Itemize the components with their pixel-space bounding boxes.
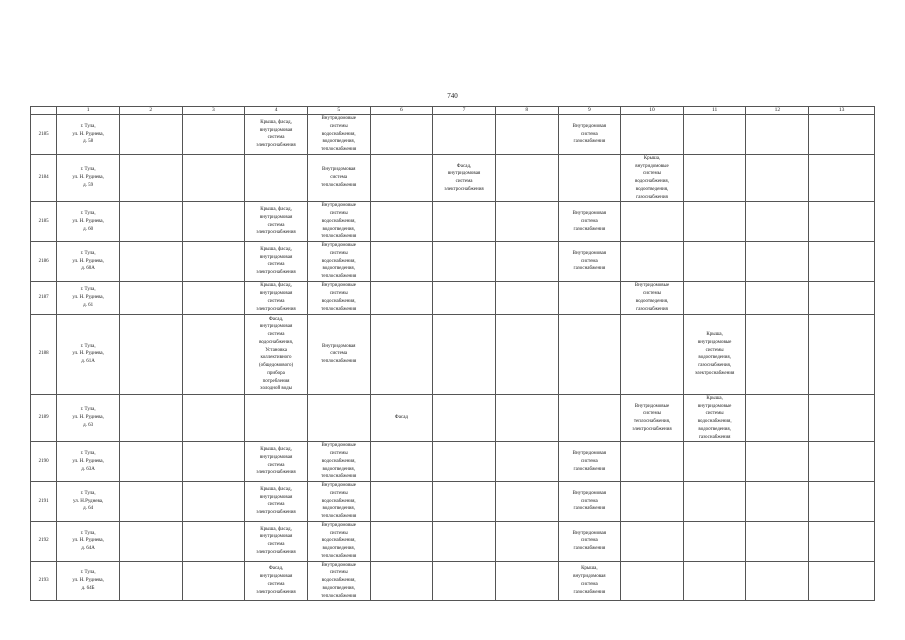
work-type-cell: Фасад (370, 394, 433, 442)
work-type-cell (119, 242, 182, 282)
work-type-cell: Крыша, внутридомовые системы водоснабжения, водоотведения, газоснабжения (621, 154, 684, 202)
work-type-cell (433, 115, 496, 155)
work-type-cell (119, 442, 182, 482)
work-type-cell: Крыша, фасад, внутридомовая система электроснабжения (245, 242, 308, 282)
work-type-cell (809, 154, 875, 202)
work-type-cell: Внутридомовая система газоснабжения (558, 521, 621, 561)
work-type-cell: Крыша, внутридомовые системы водоотведения, газоснабжения, электроснабжения (683, 314, 746, 394)
table-row (31, 561, 875, 601)
row-number-cell: 2191 (31, 482, 57, 522)
work-type-cell (182, 154, 245, 202)
table-row (31, 281, 875, 314)
work-type-cell (433, 442, 496, 482)
work-type-cell (370, 242, 433, 282)
work-type-cell: Внутридомовые системы водоотведения, газоснабжения (621, 281, 684, 314)
column-number-cell: 2 (119, 107, 182, 115)
column-number-cell (31, 107, 57, 115)
row-number-cell: 2193 (31, 561, 57, 601)
work-type-cell (495, 442, 558, 482)
work-type-cell (182, 115, 245, 155)
work-type-cell (182, 482, 245, 522)
work-type-cell (746, 442, 809, 482)
work-type-cell (433, 281, 496, 314)
work-type-cell (370, 482, 433, 522)
row-number-cell: 2185 (31, 202, 57, 242)
work-type-cell (809, 482, 875, 522)
work-type-cell (495, 115, 558, 155)
work-type-cell (495, 521, 558, 561)
row-number-cell: 2184 (31, 154, 57, 202)
work-type-cell (683, 242, 746, 282)
work-type-cell (495, 314, 558, 394)
work-type-cell: Внутридомовые системы водоснабжения, водоотведения, теплоснабжения (307, 521, 370, 561)
work-type-cell (182, 442, 245, 482)
work-type-cell (119, 482, 182, 522)
work-type-cell (746, 394, 809, 442)
work-type-cell: Внутридомовые системы водоснабжения, водоотведения, теплоснабжения (307, 115, 370, 155)
work-type-cell (683, 281, 746, 314)
work-type-cell (558, 281, 621, 314)
work-type-cell (746, 521, 809, 561)
work-type-cell (370, 202, 433, 242)
work-type-cell (182, 281, 245, 314)
work-type-cell (746, 314, 809, 394)
table-row (31, 314, 875, 394)
work-type-cell (809, 561, 875, 601)
work-type-cell (370, 521, 433, 561)
work-type-cell (433, 202, 496, 242)
work-type-cell: Внутридомовые системы водоснабжения, водоотведения, теплоснабжения (307, 202, 370, 242)
work-type-cell (558, 314, 621, 394)
work-type-cell (433, 394, 496, 442)
column-number-cell: 1 (57, 107, 120, 115)
work-type-cell (683, 482, 746, 522)
work-type-cell (119, 314, 182, 394)
work-type-cell (809, 442, 875, 482)
table-row (31, 521, 875, 561)
work-type-cell (683, 521, 746, 561)
table-row (31, 442, 875, 482)
work-type-cell (683, 442, 746, 482)
work-type-cell (746, 482, 809, 522)
work-type-cell: Внутридомовая система газоснабжения (558, 242, 621, 282)
address-cell: г. Тула, ул. Н. Руднева, д. 61 (57, 281, 120, 314)
work-type-cell (119, 154, 182, 202)
work-type-cell (495, 154, 558, 202)
work-type-cell: Внутридомовая система газоснабжения (558, 202, 621, 242)
work-type-cell (746, 561, 809, 601)
work-type-cell (182, 242, 245, 282)
work-type-cell (119, 521, 182, 561)
address-cell: г. Тула, ул. Н. Руднева, д. 63 (57, 394, 120, 442)
column-number-cell: 13 (809, 107, 875, 115)
address-cell: г. Тула, ул. Н. Руднева, д. 60А (57, 242, 120, 282)
row-number-cell: 2185 (31, 115, 57, 155)
work-type-cell (746, 154, 809, 202)
work-type-cell: Фасад, внутридомовая система электроснабжения (245, 561, 308, 601)
work-type-cell (809, 115, 875, 155)
work-type-cell: Внутридомовые системы теплоснабжения, электроснабжения (621, 394, 684, 442)
work-type-cell (182, 561, 245, 601)
table-row (31, 115, 875, 155)
work-type-cell (621, 442, 684, 482)
work-type-cell: Крыша, внутридомовая система газоснабжения (558, 561, 621, 601)
work-type-cell (182, 202, 245, 242)
address-cell: г. Тула, ул. Н. Руднева, д. 60 (57, 202, 120, 242)
work-type-cell (370, 314, 433, 394)
work-type-cell (683, 115, 746, 155)
work-type-cell (307, 394, 370, 442)
work-type-cell (746, 281, 809, 314)
work-type-cell (683, 154, 746, 202)
work-type-cell (809, 314, 875, 394)
work-type-cell (621, 115, 684, 155)
work-type-cell: Крыша, фасад, внутридомовая система электроснабжения (245, 115, 308, 155)
work-type-cell (119, 561, 182, 601)
work-type-cell (809, 394, 875, 442)
address-cell: г. Тула, ул. Н. Руднева, д. 61А (57, 314, 120, 394)
work-type-cell: Крыша, фасад, внутридомовая система электроснабжения (245, 202, 308, 242)
work-type-cell (495, 561, 558, 601)
work-type-cell: Крыша, внутридомовые системы водоснабжения, водоотведения, газоснабжения (683, 394, 746, 442)
repair-schedule-table (30, 106, 875, 601)
work-type-cell (495, 202, 558, 242)
work-type-cell: Фасад, внутридомовая система водоснабжения, Установка коллективного (общедомового) прибора потребления холодной воды (245, 314, 308, 394)
work-type-cell (119, 115, 182, 155)
work-type-cell (433, 561, 496, 601)
work-type-cell (809, 521, 875, 561)
work-type-cell (621, 482, 684, 522)
column-number-cell: 9 (558, 107, 621, 115)
table-row (31, 482, 875, 522)
column-number-cell: 3 (182, 107, 245, 115)
row-number-cell: 2187 (31, 281, 57, 314)
address-cell: г. Тула, ул. Н. Руднева, д. 58 (57, 115, 120, 155)
work-type-cell (683, 561, 746, 601)
work-type-cell: Внутридомовая система теплоснабжения (307, 314, 370, 394)
work-type-cell: Внутридомовая система газоснабжения (558, 482, 621, 522)
work-type-cell (809, 242, 875, 282)
work-type-cell: Внутридомовая система газоснабжения (558, 115, 621, 155)
work-type-cell: Крыша, фасад, внутридомовая система электроснабжения (245, 482, 308, 522)
work-type-cell: Внутридомовые системы водоснабжения, водоотведения, теплоснабжения (307, 242, 370, 282)
work-type-cell (746, 202, 809, 242)
work-type-cell (370, 115, 433, 155)
column-number-cell: 5 (307, 107, 370, 115)
work-type-cell (621, 202, 684, 242)
work-type-cell (433, 314, 496, 394)
row-number-cell: 2188 (31, 314, 57, 394)
work-type-cell (683, 202, 746, 242)
work-type-cell (809, 281, 875, 314)
work-type-cell: Крыша, фасад, внутридомовая система электроснабжения (245, 281, 308, 314)
work-type-cell (558, 394, 621, 442)
work-type-cell (495, 394, 558, 442)
address-cell: г. Тула, ул. Н. Руднева, д. 59 (57, 154, 120, 202)
work-type-cell (433, 482, 496, 522)
work-type-cell (370, 442, 433, 482)
column-number-cell: 12 (746, 107, 809, 115)
work-type-cell (558, 154, 621, 202)
work-type-cell (370, 154, 433, 202)
work-type-cell (182, 394, 245, 442)
table-row (31, 242, 875, 282)
work-type-cell: Внутридомовые системы водоснабжения, теплоснабжения (307, 281, 370, 314)
column-number-row (31, 107, 875, 115)
page-number: 740 (447, 92, 458, 100)
work-type-cell: Внутридомовая система газоснабжения (558, 442, 621, 482)
work-type-cell: Внутридомовая система теплоснабжения (307, 154, 370, 202)
table-row (31, 154, 875, 202)
work-type-cell (621, 521, 684, 561)
table-row (31, 394, 875, 442)
address-cell: г. Тула, ул. Н.Руднева, д. 64 (57, 482, 120, 522)
column-number-cell: 11 (683, 107, 746, 115)
table-row (31, 202, 875, 242)
work-type-cell (245, 394, 308, 442)
work-type-cell (495, 482, 558, 522)
work-type-cell (433, 521, 496, 561)
work-type-cell (119, 202, 182, 242)
work-type-cell: Внутридомовые системы водоснабжения, водоотведения, теплоснабжения (307, 561, 370, 601)
work-type-cell: Фасад, внутридомовая система электроснабжения (433, 154, 496, 202)
work-type-cell (495, 242, 558, 282)
work-type-cell: Крыша, фасад, внутридомовая система электроснабжения (245, 521, 308, 561)
work-type-cell: Внутридомовые системы водоснабжения, водоотведения, теплоснабжения (307, 442, 370, 482)
work-type-cell (182, 314, 245, 394)
work-type-cell (495, 281, 558, 314)
column-number-cell: 10 (621, 107, 684, 115)
work-type-cell (182, 521, 245, 561)
work-type-cell (370, 281, 433, 314)
column-number-cell: 6 (370, 107, 433, 115)
work-type-cell (621, 561, 684, 601)
work-type-cell (433, 242, 496, 282)
column-number-cell: 7 (433, 107, 496, 115)
row-number-cell: 2190 (31, 442, 57, 482)
row-number-cell: 2189 (31, 394, 57, 442)
work-type-cell (119, 281, 182, 314)
work-type-cell (621, 242, 684, 282)
address-cell: г. Тула, ул. Н. Руднева, д. 64Б (57, 561, 120, 601)
work-type-cell (119, 394, 182, 442)
work-type-cell (370, 561, 433, 601)
work-type-cell (245, 154, 308, 202)
row-number-cell: 2186 (31, 242, 57, 282)
column-number-cell: 4 (245, 107, 308, 115)
work-type-cell (621, 314, 684, 394)
work-type-cell: Крыша, фасад, внутридомовая система электроснабжения (245, 442, 308, 482)
work-type-cell (746, 115, 809, 155)
work-type-cell: Внутридомовые системы водоснабжения, водоотведения, теплоснабжения (307, 482, 370, 522)
work-type-cell (746, 242, 809, 282)
work-type-cell (809, 202, 875, 242)
row-number-cell: 2192 (31, 521, 57, 561)
column-number-cell: 8 (495, 107, 558, 115)
address-cell: г. Тула, ул. Н. Руднева, д. 63А (57, 442, 120, 482)
address-cell: г. Тула, ул. Н. Руднева, д. 64А (57, 521, 120, 561)
